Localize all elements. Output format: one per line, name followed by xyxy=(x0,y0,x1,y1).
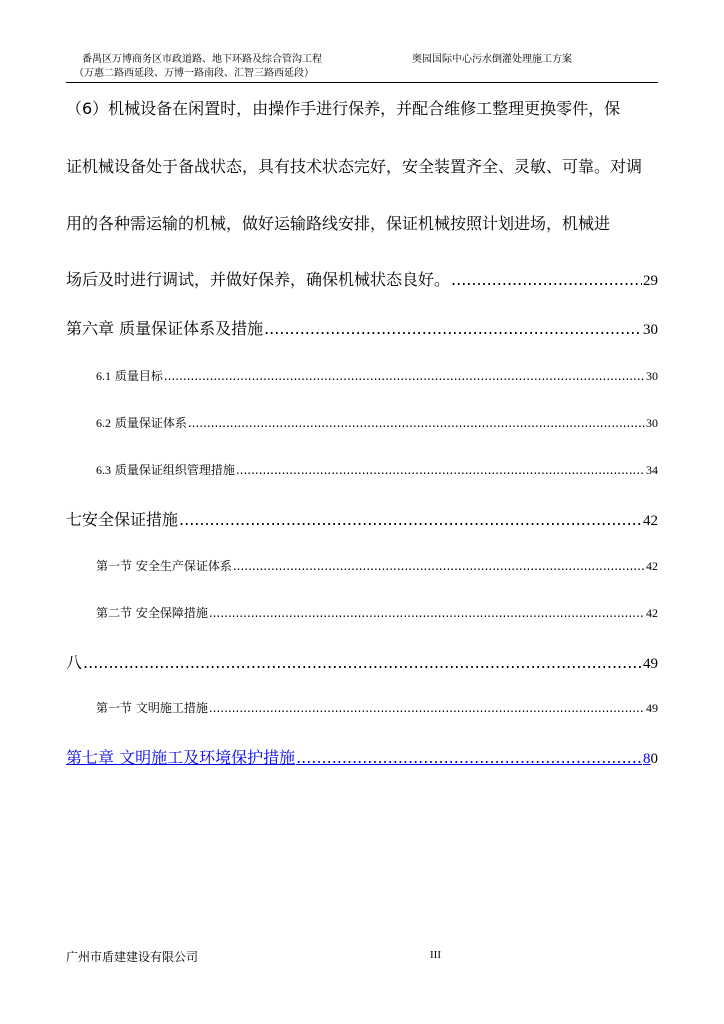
toc-entry-chapter-8[interactable] xyxy=(66,650,658,673)
toc-page-number: 30 xyxy=(643,322,658,338)
toc-page-number: 49 xyxy=(646,701,658,715)
toc-leader-dots xyxy=(179,510,642,529)
toc-page-number: 29 xyxy=(643,273,658,289)
toc-entry-label: 八 xyxy=(66,653,83,672)
toc-page-number: 42 xyxy=(646,559,658,573)
toc-entry-label: 第一节 安全生产保证体系 xyxy=(96,559,232,573)
toc-page-number: 30 xyxy=(646,416,658,430)
toc-link-leader-dots[interactable] xyxy=(296,748,642,767)
toc-leader-dots xyxy=(264,319,642,338)
footer-page-number: III xyxy=(430,949,441,961)
toc-link-chapter-7-environment[interactable] xyxy=(66,745,658,768)
toc-page-number: 30 xyxy=(646,369,658,383)
toc-leader-dots xyxy=(209,606,645,620)
toc-entry-chapter-7-safety[interactable] xyxy=(66,507,658,530)
toc-entry-label: 质量保证体系 xyxy=(114,416,187,430)
toc-leader-dots xyxy=(164,369,645,383)
toc-entry-label: 质量目标 xyxy=(114,369,163,383)
toc-entry-label: 七安全保证措施 xyxy=(66,510,179,529)
toc-entry-label: 场后及时进行调试，并做好保养，确保机械状态良好。 xyxy=(66,270,451,289)
toc-leader-dots xyxy=(83,653,642,672)
toc-link-label[interactable]: 第七章 文明施工及环境保护措施 xyxy=(66,748,296,767)
toc-entry-label: 第六章 质量保证体系及措施 xyxy=(66,319,264,338)
toc-page-number: 42 xyxy=(643,513,658,529)
toc-entry-6-3[interactable] xyxy=(96,461,658,478)
toc-entry-civilized-section-1[interactable] xyxy=(96,699,658,716)
header-project-title xyxy=(74,53,322,81)
toc-entry-6-1[interactable] xyxy=(96,367,658,384)
toc-entry-label: 第一节 文明施工措施 xyxy=(96,701,208,715)
header-project-line2: （万惠二路西延段、万博一路南段、汇智三路西延段） xyxy=(74,68,314,79)
toc-entry-machinery-continued[interactable] xyxy=(66,267,658,290)
toc-entry-safety-section-1[interactable] xyxy=(96,557,658,574)
toc-page-number: 34 xyxy=(646,463,658,477)
toc-leader-dots xyxy=(233,559,645,573)
body-line-1: （6）机械设备在闲置时，由操作手进行保养，并配合维修工整理更换零件，保 xyxy=(66,99,621,118)
toc-section-number: 6.2 xyxy=(96,416,111,430)
toc-entry-safety-section-2[interactable] xyxy=(96,604,658,621)
body-line-2: 证机械设备处于备战状态，具有技术状态完好，安全装置齐全、灵敏、可靠。对调 xyxy=(66,157,643,176)
toc-page-number-trailing: 0 xyxy=(650,751,658,767)
header-divider xyxy=(66,82,658,83)
toc-leader-dots xyxy=(236,463,645,477)
header-project-line1: 番禺区万博商务区市政道路、地下环路及综合管沟工程 xyxy=(82,54,322,65)
toc-page-number: 49 xyxy=(643,656,658,672)
toc-entry-chapter-6[interactable] xyxy=(66,316,658,339)
body-line-3: 用的各种需运输的机械，做好运输路线安排，保证机械按照计划进场，机械进 xyxy=(66,214,611,233)
toc-section-number: 6.1 xyxy=(96,369,111,383)
toc-section-number: 6.3 xyxy=(96,463,111,477)
header-document-title: 奥园国际中心污水倒灌处理施工方案 xyxy=(412,54,572,65)
toc-entry-6-2[interactable] xyxy=(96,414,658,431)
toc-entry-label: 质量保证组织管理措施 xyxy=(114,463,235,477)
toc-leader-dots xyxy=(209,701,645,715)
toc-link-page-number[interactable]: 8 xyxy=(643,751,651,767)
toc-entry-label: 第二节 安全保障措施 xyxy=(96,606,208,620)
toc-leader-dots xyxy=(188,416,645,430)
toc-page-number: 42 xyxy=(646,606,658,620)
footer-company-name: 广州市盾建建设有限公司 xyxy=(66,950,199,964)
toc-leader-dots xyxy=(451,270,642,289)
